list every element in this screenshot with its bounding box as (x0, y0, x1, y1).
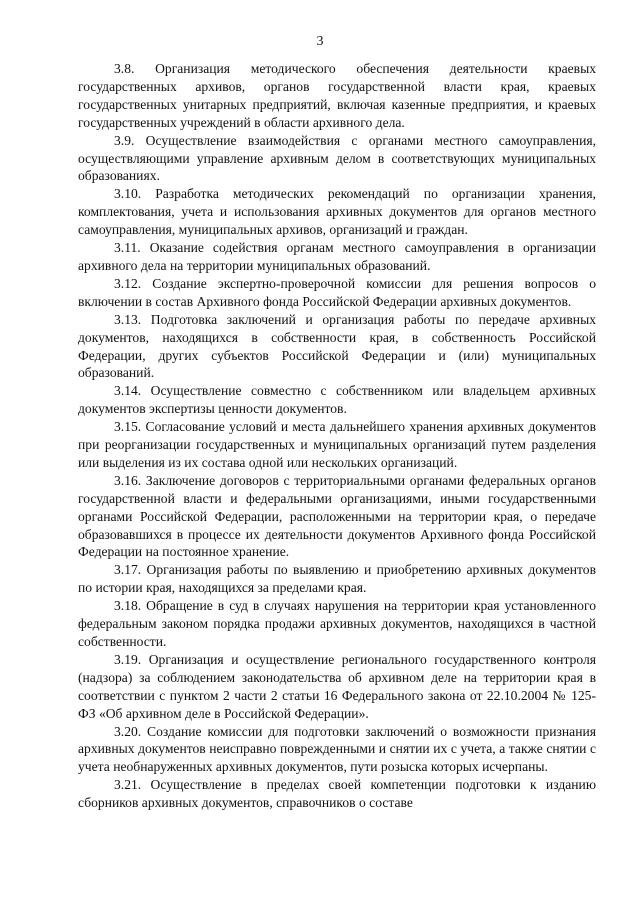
paragraph-3-10: 3.10. Разработка методических рекомендаций по организации хранения, комплектования, учета и использования архивных документов для органов местного самоуправления, муниципальных архивов, организаций и граждан. (78, 186, 596, 238)
paragraph-3-13: 3.13. Подготовка заключений и организация работы по передаче архивных документов, находящихся в собственности края, в собственность Российской Федерации, других субъектов Российской Федерации и (или) муниципальных образований. (78, 311, 596, 381)
paragraph-3-16: 3.16. Заключение договоров с территориальными органами федеральных органов государственной власти и федеральными организациями, иными государственными органами Российской Федерации, расположенными на территории края, о передаче образовавшихся в процессе их деятельности документов Архивного фонда Российской Федерации на постоянное хранение. (78, 472, 596, 560)
paragraph-3-15: 3.15. Согласование условий и места дальнейшего хранения архивных документов при реорганизации государственных и муниципальных организаций путем разделения или выделения из их состава одной или нескольких организаций. (78, 419, 596, 470)
paragraph-3-19: 3.19. Организация и осуществление регионального государственного контроля (надзора) за соблюдением законодательства об архивном деле на территории края в соответствии с пунктом 2 части 2 статьи 16 Федерального закона от 22.10.2004 № 125-ФЗ «Об архивном деле в Российской Федерации». (78, 651, 596, 721)
paragraph-3-14: 3.14. Осуществление совместно с собственником или владельцем архивных документов экспертизы ценности документов. (78, 383, 596, 417)
paragraph-3-21: 3.21. Осуществление в пределах своей компетенции подготовки к изданию сборников архивных документов, справочников о составе (78, 777, 596, 811)
paragraph-3-11: 3.11. Оказание содействия органам местного самоуправления в организации архивного дела на территории муниципальных образований. (78, 240, 596, 273)
paragraph-3-18: 3.18. Обращение в суд в случаях нарушения на территории края установленного федеральным законом порядка продажи архивных документов, находящихся в частной собственности. (78, 598, 596, 649)
paragraph-3-8: 3.8. Организация методического обеспечения деятельности краевых государственных архивов, органов государственной власти края, краевых государственных унитарных предприятий, включая казенные предприятия, и краевых государственных учреждений в области архивного дела. (78, 61, 596, 130)
paragraph-3-12: 3.12. Создание экспертно-проверочной комиссии для решения вопросов о включении в состав Архивного фонда Российской Федерации архивных документов. (78, 275, 596, 309)
paragraph-3-17: 3.17. Организация работы по выявлению и приобретению архивных документов по истории края, находящихся за пределами края. (78, 562, 596, 596)
document-body (78, 60, 596, 812)
page-number: 3 (316, 34, 324, 49)
paragraph-3-20: 3.20. Создание комиссии для подготовки заключений о возможности признания архивных документов неисправно поврежденными и снятии их с учета, а также снятии с учета необнаруженных архивных документов, пути розыска которых исчерпаны. (78, 723, 596, 775)
paragraph-3-9: 3.9. Осуществление взаимодействия с органами местного самоуправления, осуществляющими управление архивным делом в соответствующих муниципальных образованиях. (78, 132, 596, 184)
